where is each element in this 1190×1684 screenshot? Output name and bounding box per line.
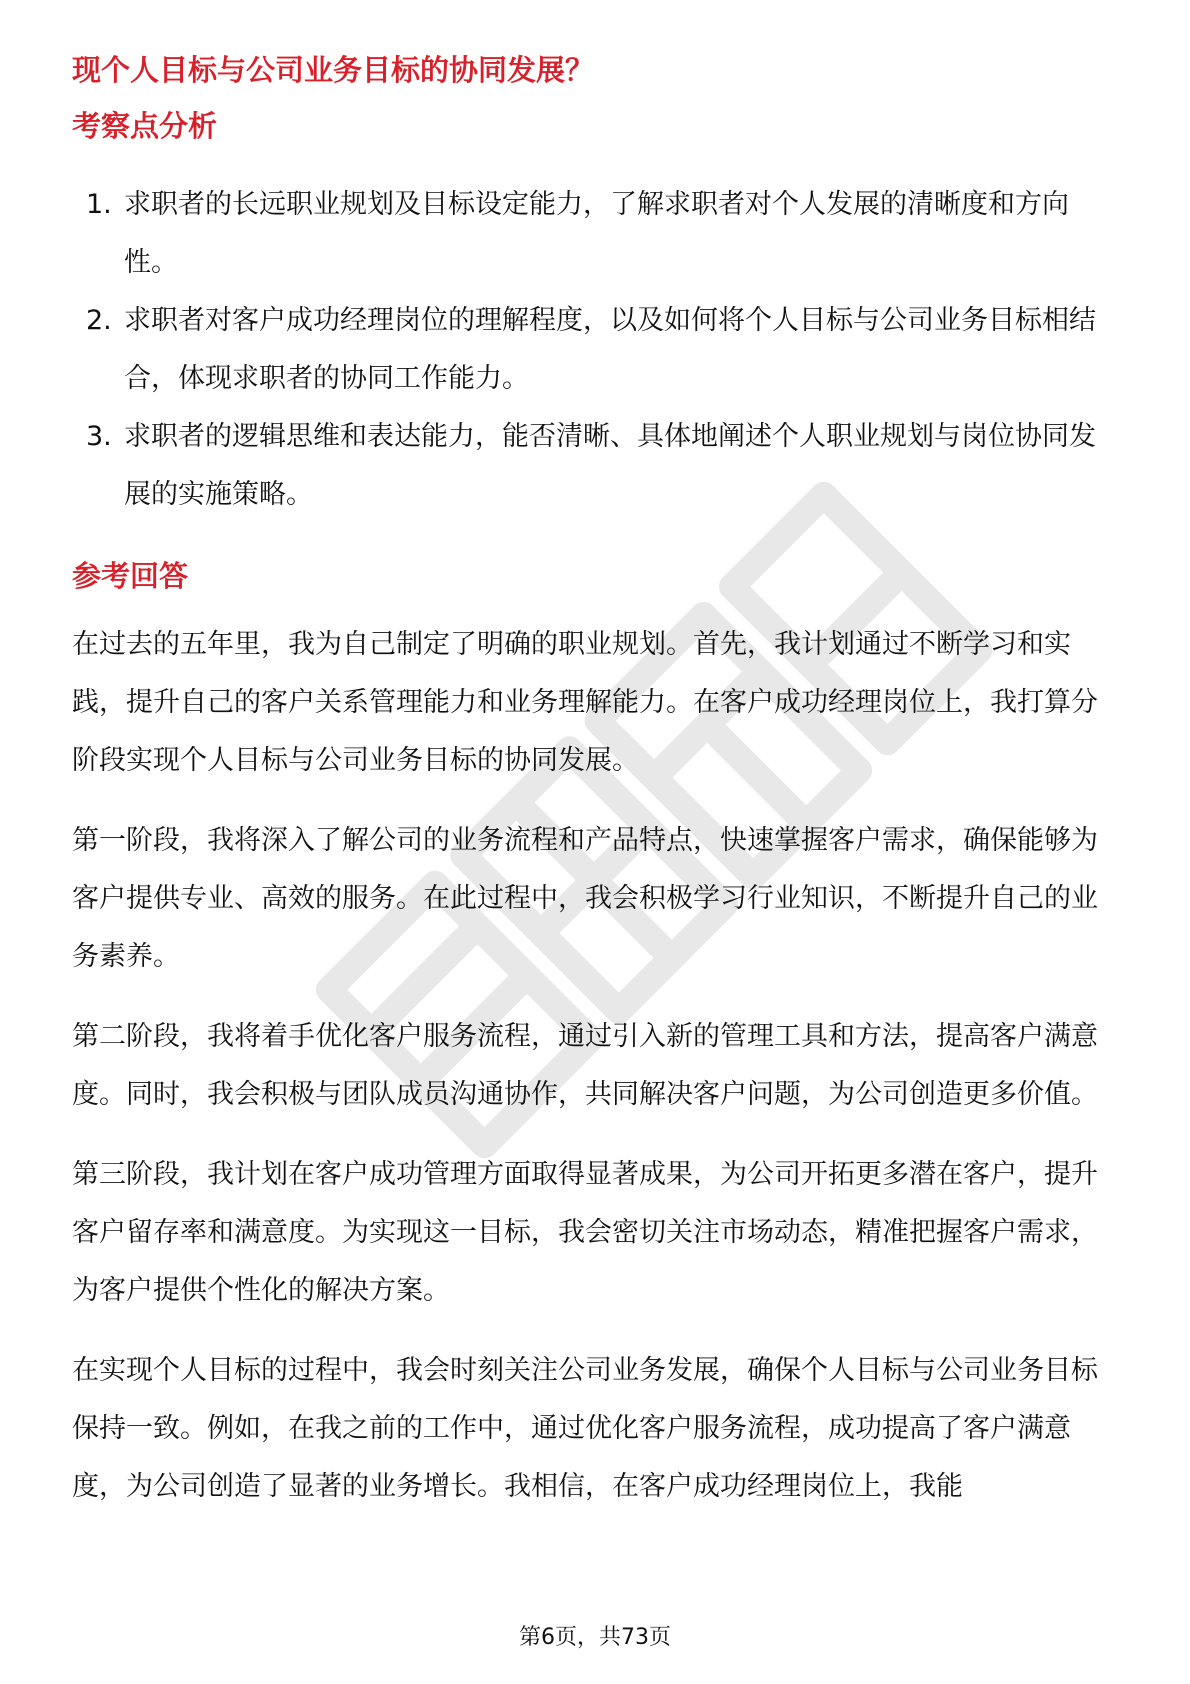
answer-heading: 参考回答: [72, 559, 189, 593]
list-item-number: 2.: [86, 305, 112, 336]
answer-paragraph: 第二阶段，我将着手优化客户服务流程，通过引入新的管理工具和方法，提高客户满意度。同时，我会积极与团队成员沟通协作，共同解决客户问题，为公司创造更多价值。: [72, 1021, 1098, 1110]
answer-paragraph: 第一阶段，我将深入了解公司的业务流程和产品特点，快速掌握客户需求，确保能够为客户提供专业、高效的服务。在此过程中，我会积极学习行业知识，不断提升自己的业务素养。: [72, 825, 1098, 972]
page-indicator: 第6页，共73页: [519, 1625, 671, 1650]
answer-paragraph: 第三阶段，我计划在客户成功管理方面取得显著成果，为公司开拓更多潜在客户，提升客户留存率和满意度。为实现这一目标，我会密切关注市场动态，精准把握客户需求，为客户提供个性化的解决方案。: [72, 1159, 1098, 1306]
analysis-list-item: [72, 292, 1118, 408]
list-item-text: 求职者对客户成功经理岗位的理解程度，以及如何将个人目标与公司业务目标相结合，体现求职者的协同工作能力。: [124, 305, 1096, 394]
question-heading-tail: 现个人目标与公司业务目标的协同发展？: [72, 53, 595, 87]
answer-paragraph: 在过去的五年里，我为自己制定了明确的职业规划。首先，我计划通过不断学习和实践，提升自己的客户关系管理能力和业务理解能力。在客户成功经理岗位上，我打算分阶段实现个人目标与公司业务目标的协同发展。: [72, 629, 1098, 776]
list-item-text: 求职者的逻辑思维和表达能力，能否清晰、具体地阐述个人职业规划与岗位协同发展的实施策略。: [124, 421, 1096, 510]
list-item-text: 求职者的长远职业规划及目标设定能力，了解求职者对个人发展的清晰度和方向性。: [124, 189, 1069, 278]
page-content: [72, 42, 1118, 1516]
analysis-list: [72, 176, 1118, 524]
analysis-list-item: [72, 408, 1118, 524]
list-item-number: 1.: [86, 189, 112, 220]
analysis-heading: 考察点分析: [72, 109, 218, 143]
answer-paragraph: 在实现个人目标的过程中，我会时刻关注公司业务发展，确保个人目标与公司业务目标保持一致。例如，在我之前的工作中，通过优化客户服务流程，成功提高了客户满意度，为公司创造了显著的业务增长。我相信，在客户成功经理岗位上，我能: [72, 1355, 1098, 1502]
analysis-list-item: [72, 176, 1118, 292]
list-item-number: 3.: [86, 421, 112, 452]
